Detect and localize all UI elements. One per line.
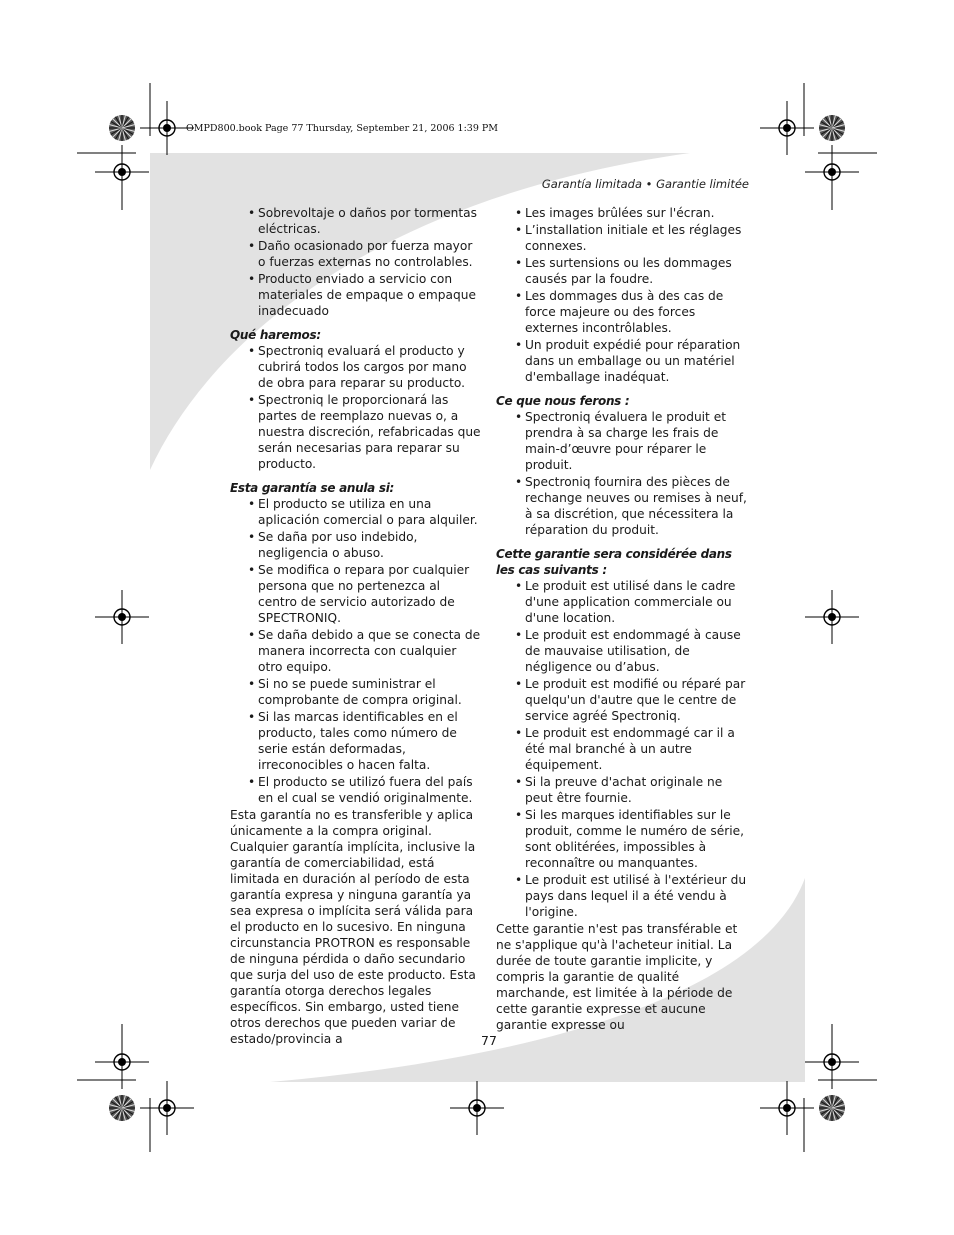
page-number: 77 bbox=[481, 1033, 497, 1048]
section-heading: Cette garantie sera considérée dans les cas suivants : bbox=[496, 547, 732, 577]
list-item: • Les dommages dus à des cas de force majeure ou des forces externes incontrôlables. bbox=[496, 288, 750, 336]
right-intro-list bbox=[496, 205, 750, 385]
list-item: • Le produit est modifié ou réparé par quelqu'un d'autre que le centre de service agréé Spectroniq. bbox=[496, 676, 750, 724]
list-item: • Spectroniq le proporcionará las partes de reemplazo nuevas o, a nuestra discreción, refabricadas que serán necesarias para reparar su producto. bbox=[230, 392, 482, 472]
french-column bbox=[496, 205, 750, 1033]
list-item: • Spectroniq fournira des pièces de rechange neuves ou remises à neuf, à sa discrétion, que nécessitera la réparation du produit. bbox=[496, 474, 750, 538]
left-void-list bbox=[230, 496, 482, 806]
book-info-line: OMPD800.book Page 77 Thursday, September 21, 2006 1:39 PM bbox=[186, 123, 499, 134]
section-heading: Esta garantía se anula si: bbox=[230, 481, 395, 495]
list-item: • Se daña por uso indebido, negligencia o abuso. bbox=[230, 529, 482, 561]
left-what-list bbox=[230, 343, 482, 472]
list-item: • L’installation initiale et les réglages connexes. bbox=[496, 222, 750, 254]
left-intro-list bbox=[230, 205, 482, 319]
list-item: • Se daña debido a que se conecta de manera incorrecta con cualquier otro equipo. bbox=[230, 627, 482, 675]
list-item: • Le produit est endommagé car il a été mal branché à un autre équipement. bbox=[496, 725, 750, 773]
list-item: • Spectroniq evaluará el producto y cubrirá todos los cargos por mano de obra para reparar su producto. bbox=[230, 343, 482, 391]
list-item: • Si la preuve d'achat originale ne peut être fournie. bbox=[496, 774, 750, 806]
list-item: • Le produit est utilisé dans le cadre d'une application commerciale ou d'une location. bbox=[496, 578, 750, 626]
section-heading: Qué haremos: bbox=[230, 328, 321, 342]
right-void-list bbox=[496, 578, 750, 920]
list-item: • Daño ocasionado por fuerza mayor o fuerzas externas no controlables. bbox=[230, 238, 482, 270]
spanish-column bbox=[230, 205, 482, 1047]
list-item: • Un produit expédié pour réparation dans un emballage ou un matériel d'emballage inadéquat. bbox=[496, 337, 750, 385]
list-item: • Se modifica o repara por cualquier persona que no pertenezca al centro de servicio autorizado de SPECTRONIQ. bbox=[230, 562, 482, 626]
list-item: • Les surtensions ou les dommages causés par la foudre. bbox=[496, 255, 750, 287]
body-paragraph: Esta garantía no es transferible y aplica únicamente a la compra original. Cualquier garantía implícita, inclusive la garantía de comerciabilidad, está limitada en duración al período de esta garantía expresa y ninguna garantía ya sea expresa o implícita será válida para el producto en lo sucesivo. En ninguna circunstancia PROTRON es responsable de ninguna pérdida o daño secundario que surja del uso de este producto. Esta garantía otorga derechos legales específicos. Sin embargo, usted tiene otros derechos que pueden variar de estado/provincia a bbox=[230, 808, 476, 1046]
list-item: • Producto enviado a servicio con materiales de empaque o empaque inadecuado bbox=[230, 271, 482, 319]
list-item: • Si las marcas identificables en el producto, tales como número de serie están deformadas, irreconocibles o hacen falta. bbox=[230, 709, 482, 773]
list-item: • El producto se utiliza en una aplicación comercial o para alquiler. bbox=[230, 496, 482, 528]
body-paragraph: Cette garantie n'est pas transférable et ne s'applique qu'à l'acheteur initial. La durée de toute garantie implicite, y compris la garantie de qualité marchande, est limitée à la période de cette garantie expresse et aucune garantie expresse ou bbox=[496, 922, 738, 1032]
running-header: Garantía limitada • Garantie limitée bbox=[541, 177, 749, 191]
list-item: • Sobrevoltaje o daños por tormentas eléctricas. bbox=[230, 205, 482, 237]
list-item: • Le produit est utilisé à l'extérieur du pays dans lequel il a été vendu à l'origine. bbox=[496, 872, 750, 920]
section-heading: Ce que nous ferons : bbox=[496, 394, 630, 408]
list-item: • Le produit est endommagé à cause de mauvaise utilisation, de négligence ou d’abus. bbox=[496, 627, 750, 675]
list-item: • Les images brûlées sur l'écran. bbox=[496, 205, 750, 221]
right-what-list bbox=[496, 409, 750, 538]
list-item: • Spectroniq évaluera le produit et prendra à sa charge les frais de main-d’œuvre pour réparer le produit. bbox=[496, 409, 750, 473]
list-item: • El producto se utilizó fuera del país en el cual se vendió originalmente. bbox=[230, 774, 482, 806]
list-item: • Si no se puede suministrar el comprobante de compra original. bbox=[230, 676, 482, 708]
list-item: • Si les marques identifiables sur le produit, comme le numéro de série, sont oblitérées, impossibles à reconnaître ou manquantes. bbox=[496, 807, 750, 871]
